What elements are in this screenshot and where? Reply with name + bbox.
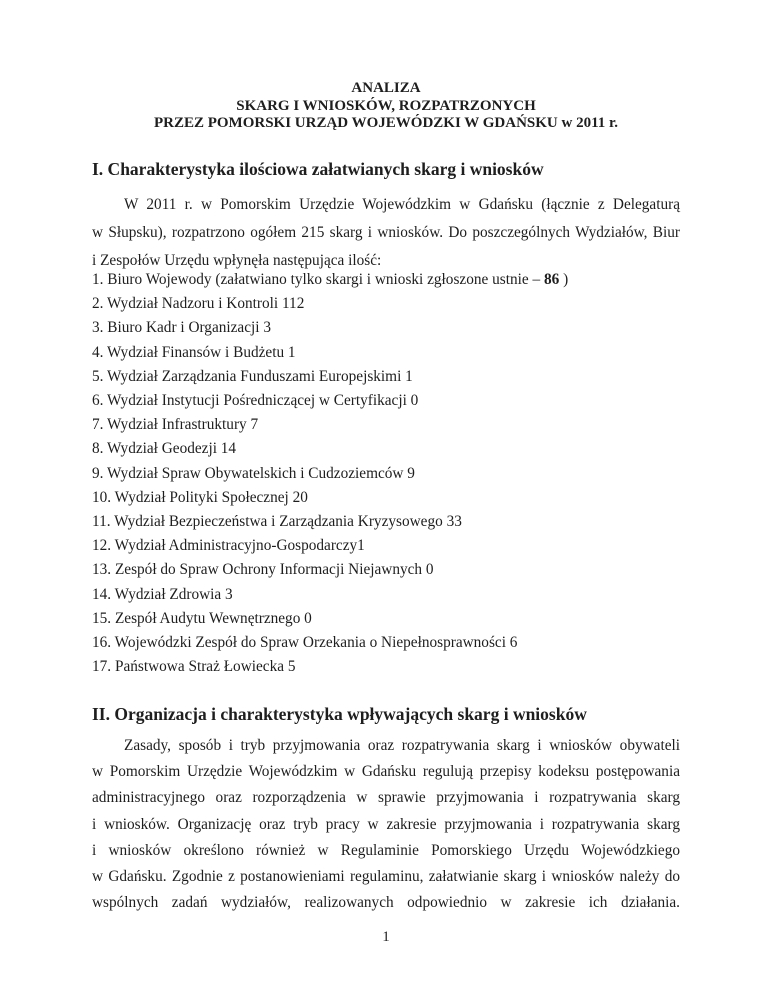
list-item-text: 11. Wydział Bezpieczeństwa i Zarządzania Kryzysowego 33 [92, 513, 462, 531]
list-item [92, 316, 680, 340]
section-1-heading: I. Charakterystyka ilościowa załatwianych skarg i wniosków [92, 159, 544, 179]
page-number: 1 [382, 929, 390, 945]
list-item [92, 413, 680, 437]
list-item-text: 1. Biuro Wojewody (załatwiano tylko skargi i wnioski zgłoszone ustnie – [92, 271, 544, 288]
list-item-text: 10. Wydział Polityki Społecznej 20 [92, 488, 308, 506]
section-2-paragraph [92, 733, 680, 916]
paragraph-line: w Pomorskim Urzędzie Wojewódzkim w Gdańsku regulują przepisy kodeksu postępowania [92, 763, 680, 781]
paragraph-line: i wniosków określono również w Regulaminie Pomorskiego Urzędu Wojewódzkiego [92, 841, 680, 859]
paragraph-line: i wniosków. Organizację oraz tryb pracy w zakresie przyjmowania i rozpatrywania skarg [92, 815, 680, 833]
list-item [92, 389, 680, 413]
paragraph-line: W 2011 r. w Pomorskim Urzędzie Wojewódzkim w Gdańsku (łącznie z Delegaturą [124, 196, 680, 213]
paragraph-line: w Słupsku), rozpatrzono ogółem 215 skarg i wniosków. Do poszczególnych Wydziałów, Biur [92, 224, 680, 241]
list-item-bold-value: 86 [543, 271, 560, 288]
paragraph-line: Zasady, sposób i tryb przyjmowania oraz rozpatrywania skarg i wniosków obywateli [124, 737, 680, 754]
list-item-text: 4. Wydział Finansów i Budżetu 1 [92, 343, 296, 361]
document-title [92, 80, 680, 133]
list-item-text: 2. Wydział Nadzoru i Kontroli 112 [92, 295, 305, 313]
list-item [92, 583, 680, 607]
section-2-heading: II. Organizacja i charakterystyka wpływających skarg i wniosków [92, 704, 587, 724]
list-item [92, 510, 680, 534]
list-item [92, 292, 680, 316]
list-item [92, 655, 680, 679]
list-item-suffix: ) [559, 271, 569, 288]
list-item-text: 3. Biuro Kadr i Organizacji 3 [92, 319, 271, 337]
list-item-text: 16. Wojewódzki Zespół do Spraw Orzekania o Niepełnosprawności 6 [92, 634, 518, 652]
list-item-text: 14. Wydział Zdrowia 3 [92, 585, 233, 603]
list-item-text: 17. Państwowa Straż Łowiecka 5 [92, 658, 296, 676]
list-item-text: 5. Wydział Zarządzania Funduszami Europejskimi 1 [92, 367, 413, 385]
list-item [92, 341, 680, 365]
document-title-line: ANALIZA [351, 80, 421, 96]
list-item [92, 462, 680, 486]
list-item [92, 534, 680, 558]
document-title-line: PRZEZ POMORSKI URZĄD WOJEWÓDZKI W GDAŃSKU w 2011 r. [153, 115, 619, 132]
paragraph-line: i Zespołów Urzędu wpłynęła następująca ilość: [92, 252, 382, 269]
list-item [92, 558, 680, 582]
list-item [92, 631, 680, 655]
list-item-text: 9. Wydział Spraw Obywatelskich i Cudzoziemców 9 [92, 464, 415, 482]
section-1-paragraph [92, 191, 680, 275]
document-title-line: SKARG I WNIOSKÓW, ROZPATRZONYCH [236, 97, 536, 114]
list-item-text: 13. Zespół do Spraw Ochrony Informacji Niejawnych 0 [92, 561, 434, 579]
list-item [92, 607, 680, 631]
departments-list [92, 268, 680, 679]
list-item-text: 7. Wydział Infrastruktury 7 [92, 416, 259, 434]
list-item-text: 12. Wydział Administracyjno-Gospodarczy1 [92, 537, 365, 555]
list-item [92, 437, 680, 461]
paragraph-line: administracyjnego oraz rozporządzenia w sprawie przyjmowania i rozpatrywania skarg [92, 789, 680, 807]
paragraph-line: w Gdańsku. Zgodnie z postanowieniami regulaminu, załatwianie skarg i wniosków należy do [92, 868, 680, 886]
list-item-text: 6. Wydział Instytucji Pośredniczącej w Certyfikacji 0 [92, 392, 419, 410]
list-item [92, 486, 680, 510]
list-item [92, 268, 680, 292]
list-item [92, 365, 680, 389]
paragraph-line: wspólnych zadań wydziałów, realizowanych odpowiednio w zakresie ich działania. [92, 894, 680, 912]
list-item-text: 15. Zespół Audytu Wewnętrznego 0 [92, 609, 312, 627]
list-item-text: 8. Wydział Geodezji 14 [92, 440, 237, 458]
